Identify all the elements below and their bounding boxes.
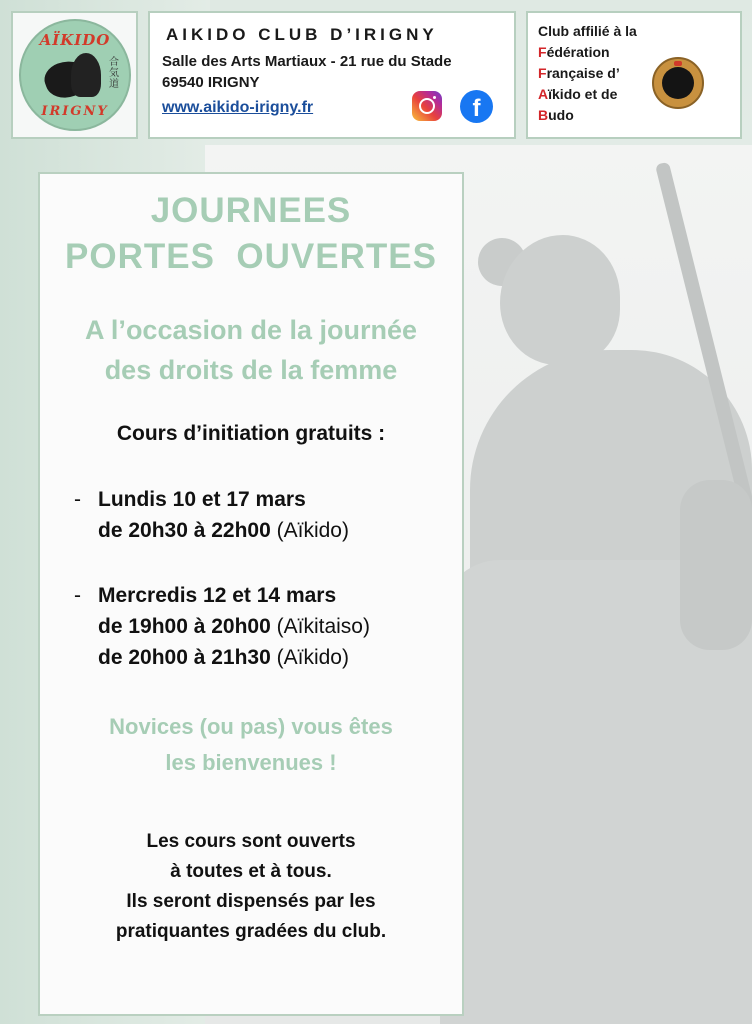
welcome-line2: les bienvenues ! <box>165 750 337 775</box>
open-days-poster <box>38 172 464 1016</box>
poster-subtitle-line2: des droits de la femme <box>104 355 398 385</box>
poster-subtitle-line1: A l’occasion de la journée <box>84 315 418 345</box>
closing-line1: Les cours sont ouverts <box>146 831 356 852</box>
schedule-days: - Mercredis 12 et 14 mars <box>74 584 337 607</box>
closing-line2: à toutes et à tous. <box>170 861 332 882</box>
club-logo-box <box>11 11 138 139</box>
schedule-slot: de 19h00 à 20h00 (Aïkitaiso) <box>98 615 370 638</box>
federation-line5: Budo <box>538 107 574 123</box>
poster-title <box>40 188 462 280</box>
silhouette-arm <box>680 480 752 650</box>
logo-kanji: 合気道 <box>109 57 119 90</box>
instagram-icon[interactable] <box>412 91 442 121</box>
silhouette-head <box>500 235 620 365</box>
club-logo <box>19 19 131 131</box>
poster-title-line1: JOURNEES <box>150 191 352 230</box>
club-address-line1: Salle des Arts Martiaux - 21 rue du Stade <box>162 53 452 70</box>
schedule-block-monday <box>40 484 462 546</box>
federation-logo <box>652 57 704 109</box>
closing-message <box>40 827 462 947</box>
welcome-line1: Novices (ou pas) vous êtes <box>109 714 393 739</box>
club-website-link[interactable]: www.aikido-irigny.fr <box>162 99 314 116</box>
welcome-message <box>40 709 462 781</box>
schedule-slot: de 20h00 à 21h30 (Aïkido) <box>98 646 349 669</box>
logo-figure-standing <box>71 53 101 97</box>
club-title: AIKIDO CLUB D’IRIGNY <box>166 25 438 44</box>
closing-line3: Ils seront dispensés par les <box>126 891 376 912</box>
schedule-days: - Lundis 10 et 17 mars <box>74 488 306 511</box>
federation-line3: Française d’ <box>538 65 620 81</box>
federation-box <box>526 11 742 139</box>
poster-title-line2: PORTES OUVERTES <box>65 237 437 276</box>
club-address-line2: 69540 IRIGNY <box>162 74 260 91</box>
closing-line4: pratiquantes gradées du club. <box>115 921 387 942</box>
poster-subtitle <box>40 310 462 390</box>
logo-bottom-text: IRIGNY <box>41 104 109 119</box>
logo-top-text: AÏKIDO <box>39 31 111 49</box>
federation-line1: Club affilié à la <box>538 23 637 39</box>
facebook-icon[interactable]: f <box>460 90 493 123</box>
federation-line4: Aïkido et de <box>538 86 618 102</box>
club-info-box <box>148 11 516 139</box>
federation-line2: Fédération <box>538 44 610 60</box>
schedule-slot: de 20h30 à 22h00 (Aïkido) <box>98 519 349 542</box>
schedule-block-wednesday <box>40 580 462 673</box>
courses-heading: Cours d’initiation gratuits : <box>116 422 386 445</box>
federation-text <box>538 21 666 126</box>
